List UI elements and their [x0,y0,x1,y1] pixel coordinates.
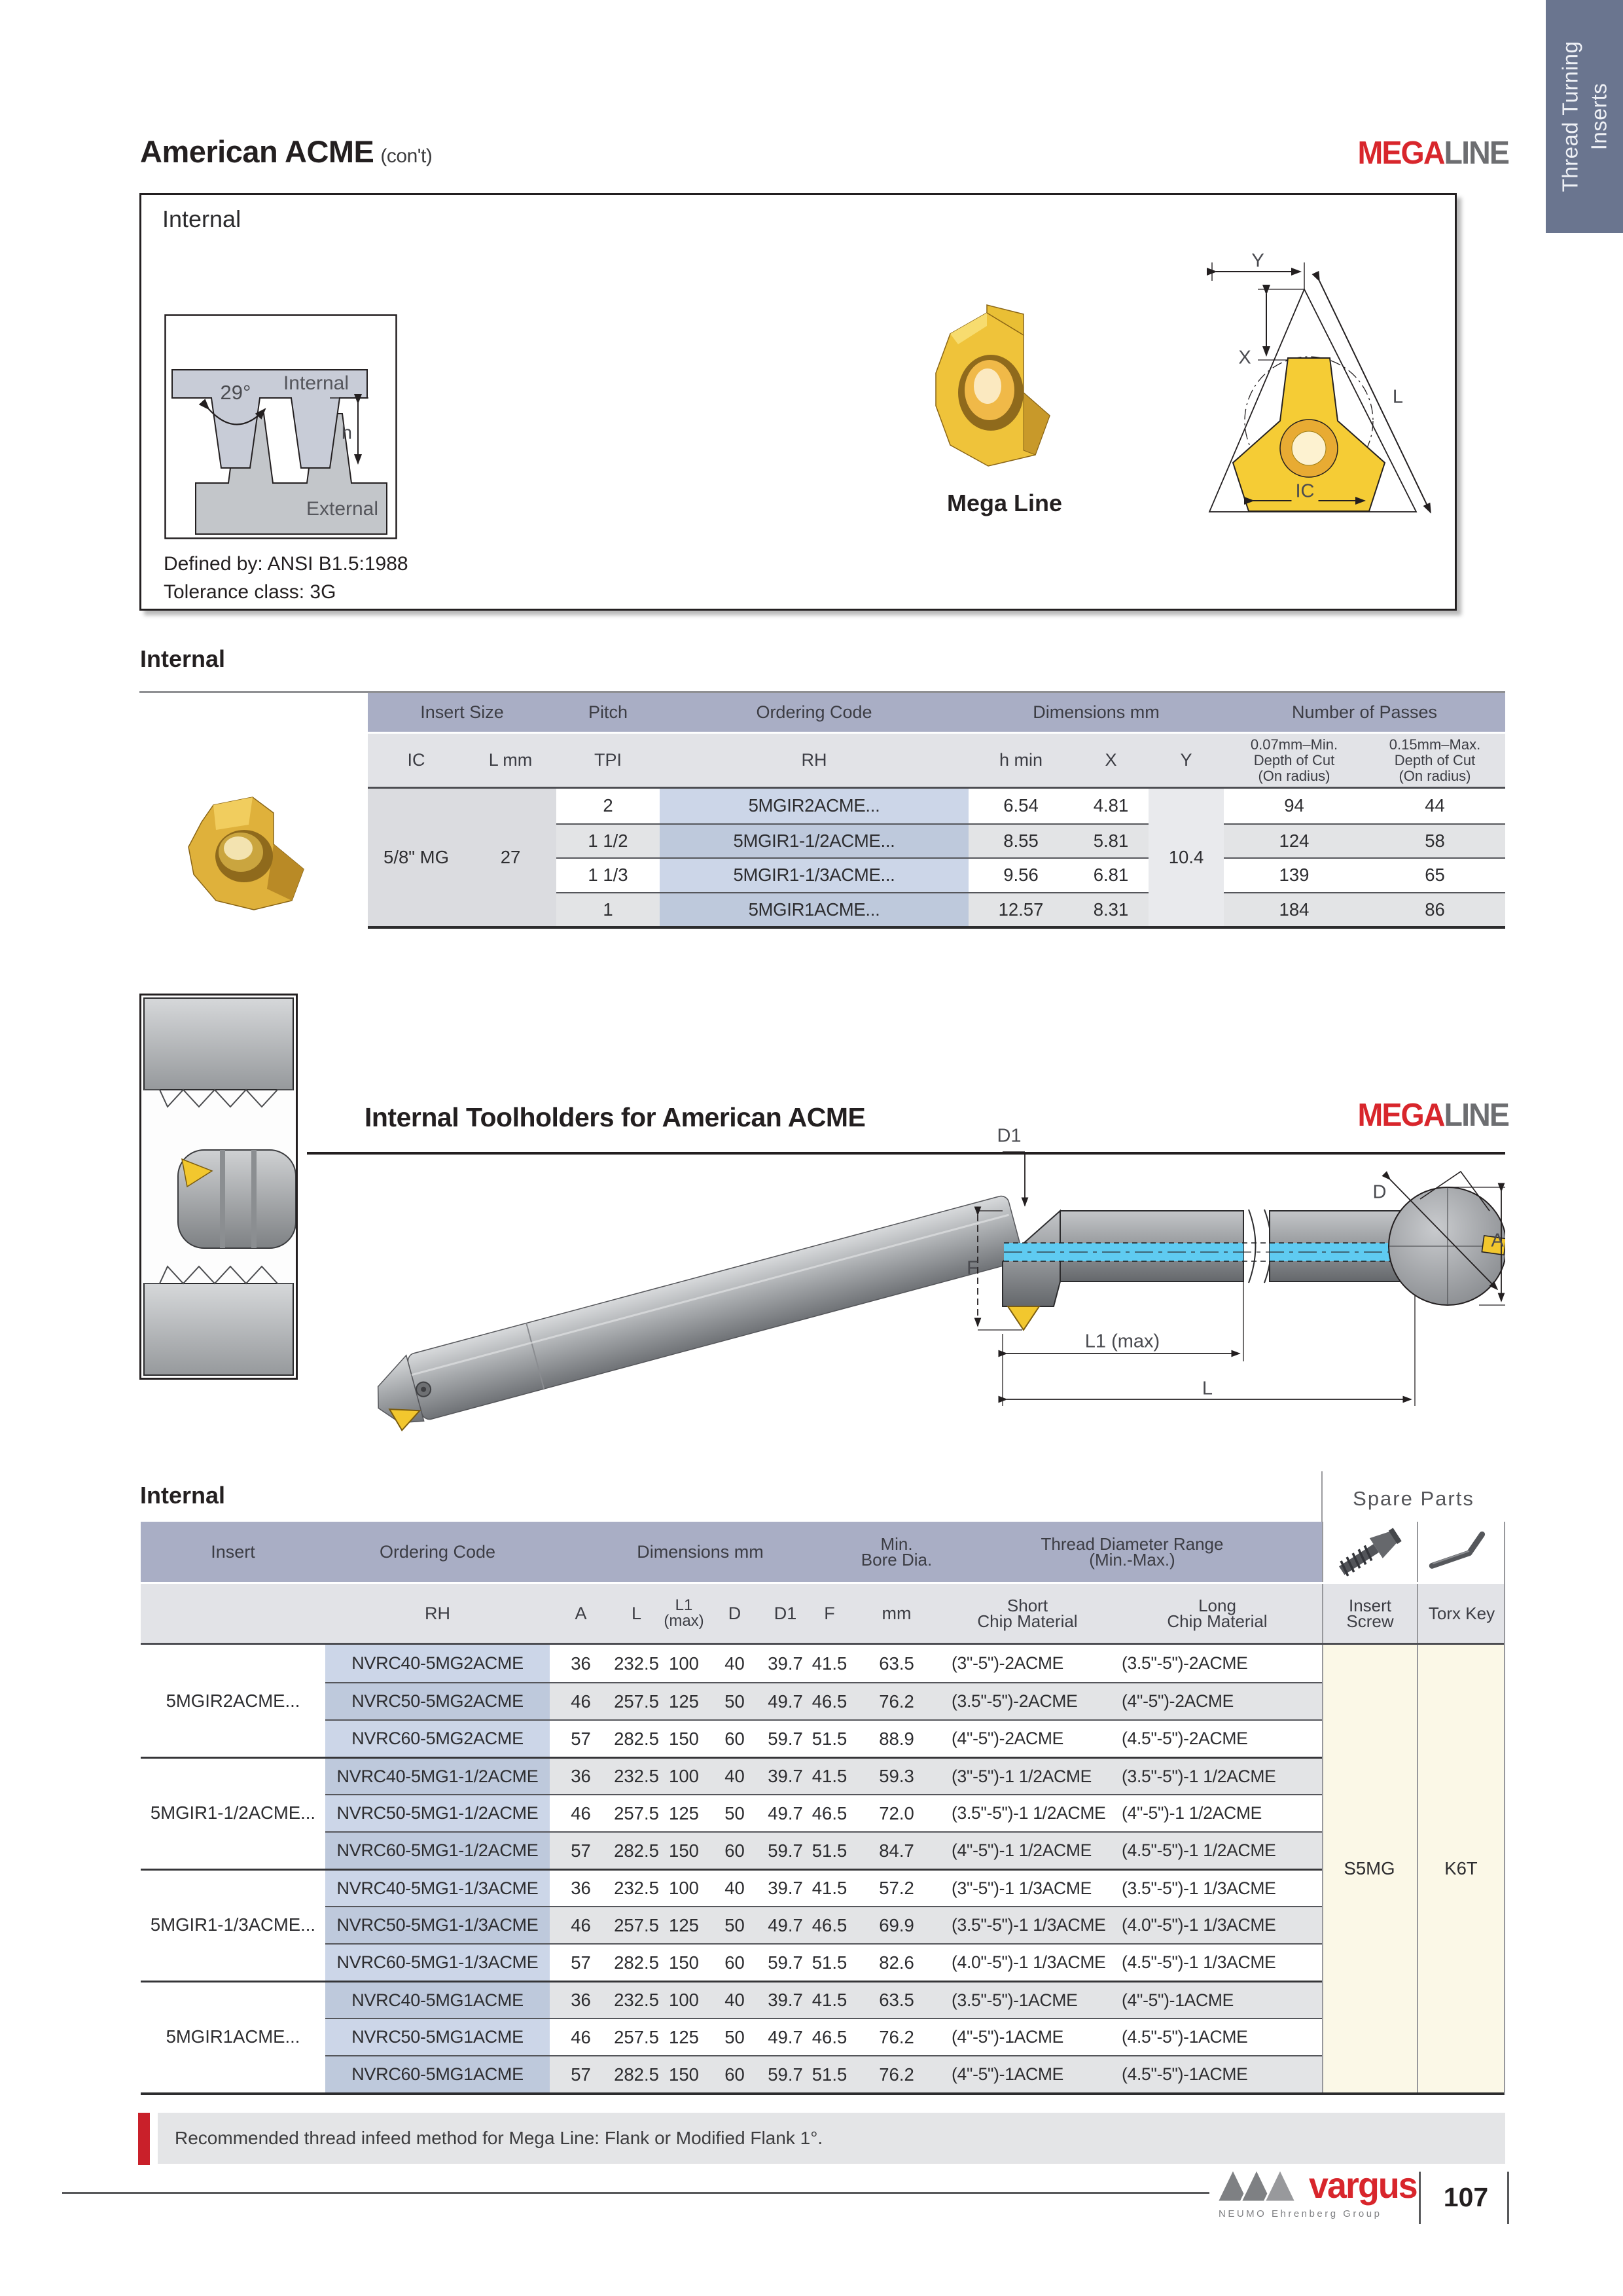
toolholder-main-image [327,1172,1060,1433]
toolholder-photo-image [141,996,296,1378]
insert-screw-image-cell [1322,1522,1417,1582]
cell-ordering-code: NVRC60-5MG1-1/2ACME [325,1831,550,1869]
cell-long-chip: (4.5"-5")-1ACME [1113,2055,1322,2092]
cell-short-chip: (3.5"-5")-1 1/3ACME [942,1906,1113,1943]
table1-group-header-row [368,693,1505,732]
thread-angle-label: 29° [220,381,251,404]
cell-ordering-code: NVRC40-5MG1ACME [325,1981,550,2018]
table-row [141,1981,1505,2018]
table-row [141,1757,1505,1794]
cell-l: 282.5 [612,2055,661,2092]
table2-group-header-row [141,1522,1505,1582]
col-pitch: Pitch [588,702,628,722]
footnote [158,2113,1505,2164]
cell-x: 5.81 [1073,823,1149,858]
cell-mm: 72.0 [851,1794,942,1831]
cell-h-min: 8.55 [969,823,1073,858]
table-row [141,1682,1505,1719]
cell-d1: 39.7 [762,1981,808,2018]
cell-d: 50 [707,1794,762,1831]
cell-ordering-code: NVRC40-5MG1-1/3ACME [325,1869,550,1906]
cell-d: 40 [707,1757,762,1794]
toolholder-dimension-diagram [962,1113,1505,1427]
cell-long-chip: (4.0"-5")-1 1/3ACME [1113,1906,1322,1943]
cell-short-chip: (4"-5")-1ACME [942,2018,1113,2055]
cell-l: 282.5 [612,1831,661,1869]
spare-parts-label: Spare Parts [1353,1487,1474,1510]
dim-l1-label: L1 (max) [1084,1331,1160,1352]
cell-a: 36 [550,1869,612,1906]
thread-external-label: External [306,498,379,520]
col-l: L [631,1603,642,1623]
cell-f: 51.5 [808,2055,851,2092]
cell-ordering-code: NVRC50-5MG1-1/3ACME [325,1906,550,1943]
cell-long-chip: (4"-5")-1ACME [1113,1981,1322,2018]
col-number-of-passes: Number of Passes [1291,702,1438,722]
cell-mm: 76.2 [851,2018,942,2055]
col-long-chip: Long Chip Material [1167,1596,1268,1631]
cell-ordering-code: NVRC60-5MG2ACME [325,1719,550,1757]
col-dimensions: Dimensions mm [1033,702,1160,722]
cell-passes-max: 58 [1364,823,1505,858]
footer-divider [1507,2172,1509,2224]
vargus-logo-subtext: NEUMO Ehrenberg Group [1219,2208,1382,2219]
page-number: 107 [1443,2182,1489,2212]
cell-f: 46.5 [808,1906,851,1943]
tolerance-text: Tolerance class: 3G [164,581,336,603]
cell-l1: 125 [661,1794,707,1831]
cell-long-chip: (4"-5")-1 1/2ACME [1113,1794,1322,1831]
cell-d1: 49.7 [762,1794,808,1831]
col-y: Y [1180,750,1192,770]
col-ordering-code: Ordering Code [756,702,872,722]
megaline-logo-mega: MEGA [1357,135,1444,171]
col-short-chip: Short Chip Material [977,1596,1078,1631]
cell-long-chip: (3.5"-5")-1 1/2ACME [1113,1757,1322,1794]
cell-ordering-code: NVRC50-5MG1ACME [325,2018,550,2055]
dim-d1-label: D1 [997,1125,1022,1147]
cell-f: 51.5 [808,1943,851,1981]
cell-l1: 125 [661,2018,707,2055]
footer-divider [1419,2172,1421,2224]
cell-d1: 59.7 [762,2055,808,2092]
cell-x: 4.81 [1093,795,1129,816]
cell-h-min: 12.57 [969,892,1073,927]
cell-l: 257.5 [612,2018,661,2055]
col-mm: mm [882,1603,912,1623]
torx-key-image-cell [1417,1522,1505,1582]
cell-long-chip: (4"-5")-2ACME [1113,1682,1322,1719]
cell-f: 46.5 [808,1682,851,1719]
dim-d-label: D [1372,1181,1387,1203]
thread-h-label: h [341,422,353,444]
cell-short-chip: (3.5"-5")-1ACME [942,1981,1113,2018]
cell-ordering-code: 5MGIR1ACME... [660,892,969,927]
cell-tpi: 1 1/3 [556,857,660,892]
cell-a: 36 [550,1981,612,2018]
table2-heading: Internal [140,1482,226,1509]
cell-f: 41.5 [808,1869,851,1906]
cell-short-chip: (3.5"-5")-2ACME [942,1682,1113,1719]
torx-key-icon [1423,1524,1501,1580]
cell-a: 46 [550,1906,612,1943]
col-f: F [824,1603,835,1623]
cell-f: 46.5 [808,1794,851,1831]
table2-bottom-border [141,2092,1505,2095]
thread-internal-label: Internal [283,372,349,394]
cell-mm: 82.6 [851,1943,942,1981]
cell-long-chip: (4.5"-5")-2ACME [1113,1719,1322,1757]
cell-ordering-code: 5MGIR2ACME... [660,789,969,823]
cell-l: 257.5 [612,1906,661,1943]
group-label: 5MGIR2ACME... [166,1691,300,1711]
cell-long-chip: (3.5"-5")-2ACME [1122,1653,1248,1673]
cell-l1: 125 [661,1682,707,1719]
cell-ordering-code: NVRC50-5MG2ACME [325,1682,550,1719]
cell-l1: 150 [661,1943,707,1981]
cell-l: 257.5 [612,1682,661,1719]
section-tab-thread-turning-inserts[interactable] [1546,0,1623,233]
cell-short-chip: (4"-5")-2ACME [942,1719,1113,1757]
cell-h-min: 6.54 [1003,795,1039,816]
cell-d1: 39.7 [762,1757,808,1794]
cell-mm: 59.3 [851,1757,942,1794]
cell-ordering-code: 5MGIR1-1/2ACME... [660,823,969,858]
dim-y-label: Y [1251,250,1264,272]
cell-d: 40 [724,1653,745,1674]
col-a: A [575,1603,587,1623]
cell-l1: 125 [661,1906,707,1943]
col-ic: IC [407,750,425,770]
cell-ordering-code: NVRC40-5MG1-1/2ACME [325,1757,550,1794]
cell-a: 57 [550,1943,612,1981]
cell-passes-min: 184 [1224,892,1364,927]
footer-rule [62,2192,1209,2194]
col-l1-max: L1 (max) [664,1596,704,1630]
table-row [141,1869,1505,1906]
cell-l1: 150 [661,1831,707,1869]
cell-long-chip: (4.5"-5")-1ACME [1113,2018,1322,2055]
cell-short-chip: (3"-5")-2ACME [952,1653,1063,1673]
col-rh: RH [425,1603,450,1623]
dim-a-label: A [1491,1230,1504,1251]
col-spacer [141,1584,325,1643]
col-insert-screw: Insert Screw [1322,1584,1417,1643]
cell-a: 46 [550,2018,612,2055]
col-rh: RH [801,750,827,770]
cell-x: 6.81 [1073,857,1149,892]
cell-f: 46.5 [808,2018,851,2055]
dim-l-label: L [1392,386,1404,408]
cell-mm: 69.9 [851,1906,942,1943]
cell-insert-size-ic: 5/8" MG [383,847,449,867]
toolholders-heading: Internal Toolholders for American ACME [365,1102,866,1132]
insert-photo [175,791,316,915]
megaline-logo-line: LINE [1444,1098,1508,1133]
table-row [141,2055,1505,2092]
footnote-accent-bar [138,2113,150,2165]
cell-mm: 76.2 [851,1682,942,1719]
group-label: 5MGIR1-1/2ACME... [150,1803,316,1823]
table-row [141,1645,1505,1682]
table-row [141,1794,1505,1831]
cell-l1: 150 [661,1719,707,1757]
defined-by-text: Defined by: ANSI B1.5:1988 [164,553,408,575]
cell-mm: 57.2 [851,1869,942,1906]
cell-tpi: 2 [603,795,613,816]
dim-ic-label: IC [1292,481,1319,503]
cell-y-merged: 10.4 [1168,847,1204,867]
cell-f: 41.5 [808,1981,851,2018]
vargus-logo-text: vargus [1309,2164,1417,2206]
cell-f: 51.5 [808,1831,851,1869]
cell-ordering-code: NVRC60-5MG1-1/3ACME [325,1943,550,1981]
col-passes-max: 0.15mm–Max. Depth of Cut (On radius) [1389,736,1481,784]
footnote-text: Recommended thread infeed method for Mega Line: Flank or Modified Flank 1°. [175,2128,823,2148]
cell-f: 41.5 [808,1757,851,1794]
cell-passes-max: 86 [1364,892,1505,927]
col-min-bore: Min. Bore Dia. [851,1522,942,1582]
cell-a: 57 [550,1831,612,1869]
cell-l: 232.5 [612,1869,661,1906]
cell-l1: 100 [661,1869,707,1906]
cell-tpi: 1 [556,892,660,927]
col-tpi: TPI [594,750,622,770]
cell-short-chip: (4.0"-5")-1 1/3ACME [942,1943,1113,1981]
cell-short-chip: (4"-5")-1 1/2ACME [942,1831,1113,1869]
col-torx-key: Torx Key [1417,1584,1505,1643]
mega-line-caption: Mega Line [946,490,1063,516]
cell-short-chip: (4"-5")-1ACME [942,2055,1113,2092]
cell-d1: 59.7 [762,1831,808,1869]
dim-x-label: X [1238,347,1251,368]
cell-l: 282.5 [612,1943,661,1981]
cell-insert-screw-code: S5MG [1344,1858,1395,1878]
table1-heading: Internal [140,645,226,672]
megaline-logo-mega: MEGA [1357,1098,1444,1133]
cell-passes-min: 139 [1224,857,1364,892]
vargus-logo-icon [1216,2165,1314,2202]
cell-x: 8.31 [1073,892,1149,927]
cell-insert-size-l: 27 [500,847,521,867]
cell-l1: 100 [669,1653,699,1674]
cell-long-chip: (4.5"-5")-1 1/2ACME [1113,1831,1322,1869]
page-title-suffix: (con't) [380,145,433,167]
cell-ordering-code: NVRC40-5MG2ACME [325,1645,550,1682]
cell-d: 60 [707,1831,762,1869]
cell-l: 282.5 [612,1719,661,1757]
cell-d: 50 [707,2018,762,2055]
cell-mm: 63.5 [851,1981,942,2018]
profile-panel-heading: Internal [162,206,241,232]
cell-d: 60 [707,1719,762,1757]
group-label: 5MGIR1-1/3ACME... [150,1914,316,1935]
table-row [141,1906,1505,1943]
cell-short-chip: (3.5"-5")-1 1/2ACME [942,1794,1113,1831]
cell-short-chip: (3"-5")-1 1/3ACME [942,1869,1113,1906]
cell-passes-max: 65 [1364,857,1505,892]
table-row [141,1719,1505,1757]
megaline-logo [1304,135,1509,171]
cell-tpi: 1 1/2 [556,823,660,858]
cell-long-chip: (4.5"-5")-1 1/3ACME [1113,1943,1322,1981]
cell-mm: 88.9 [851,1719,942,1757]
cell-d1: 59.7 [762,1943,808,1981]
cell-torx-key-code: K6T [1444,1858,1478,1878]
table2-sub-header-row [141,1582,1505,1645]
cell-l: 232.5 [612,1981,661,2018]
cell-d: 50 [707,1682,762,1719]
table1-bottom-border [368,926,1505,929]
cell-l1: 100 [661,1981,707,2018]
page-title-text: American ACME [140,134,374,169]
col-thread-diameter-range: Thread Diameter Range (Min.-Max.) [942,1522,1322,1582]
col-dimensions: Dimensions mm [550,1522,851,1582]
cell-short-chip: (3"-5")-1 1/2ACME [942,1757,1113,1794]
cell-d1: 49.7 [762,1906,808,1943]
megaline-logo-line: LINE [1444,135,1508,171]
cell-passes-max: 44 [1425,795,1445,816]
cell-d1: 39.7 [768,1653,803,1674]
cell-l1: 150 [661,2055,707,2092]
table-row [141,1831,1505,1869]
cell-l1: 100 [661,1757,707,1794]
col-x: X [1105,750,1117,770]
cell-d: 60 [707,2055,762,2092]
mega-line-insert-image [924,293,1079,480]
cell-d: 60 [707,1943,762,1981]
col-h-min: h min [999,750,1043,770]
cell-a: 36 [550,1757,612,1794]
cell-a: 46 [550,1682,612,1719]
insert-dimension-diagram [1198,252,1453,533]
cell-d1: 49.7 [762,2018,808,2055]
cell-d1: 59.7 [762,1719,808,1757]
cell-ordering-code: 5MGIR1-1/3ACME... [660,857,969,892]
col-insert-size: Insert Size [420,702,504,722]
section-tab-label: Thread Turning Inserts [1558,41,1611,192]
table-row [141,2018,1505,2055]
cell-l: 232.5 [614,1653,659,1674]
cell-f: 41.5 [812,1653,847,1674]
cell-a: 46 [550,1794,612,1831]
cell-a: 57 [550,1719,612,1757]
cell-d1: 49.7 [762,1682,808,1719]
dim-l-label-2: L [1202,1378,1213,1399]
cell-l: 232.5 [612,1757,661,1794]
cell-a: 57 [550,2055,612,2092]
cell-d1: 39.7 [762,1869,808,1906]
col-l-mm: L mm [488,750,533,770]
insert-screw-icon [1328,1524,1413,1580]
cell-d: 40 [707,1869,762,1906]
col-d1: D1 [774,1603,797,1623]
cell-ordering-code: NVRC50-5MG1-1/2ACME [325,1794,550,1831]
col-d: D [728,1603,741,1623]
table1-sub-header-row [368,732,1505,789]
cell-f: 51.5 [808,1719,851,1757]
cell-mm: 84.7 [851,1831,942,1869]
cell-long-chip: (3.5"-5")-1 1/3ACME [1113,1869,1322,1906]
cell-a: 36 [571,1653,591,1674]
cell-d: 40 [707,1981,762,2018]
cell-d: 50 [707,1906,762,1943]
cell-mm: 63.5 [879,1653,914,1674]
col-ordering-code: Ordering Code [325,1522,550,1582]
cell-ordering-code: NVRC60-5MG1ACME [325,2055,550,2092]
col-insert: Insert [141,1522,325,1582]
table-row [141,1943,1505,1981]
cell-passes-min: 124 [1224,823,1364,858]
page-title [140,134,432,170]
cell-h-min: 9.56 [969,857,1073,892]
dim-f-label: F [967,1257,978,1279]
col-passes-min: 0.07mm–Min. Depth of Cut (On radius) [1250,736,1338,784]
group-label: 5MGIR1ACME... [166,2026,300,2047]
cell-mm: 76.2 [851,2055,942,2092]
table2-body [141,1645,1505,2092]
cell-passes-min: 94 [1284,795,1304,816]
cell-l: 257.5 [612,1794,661,1831]
